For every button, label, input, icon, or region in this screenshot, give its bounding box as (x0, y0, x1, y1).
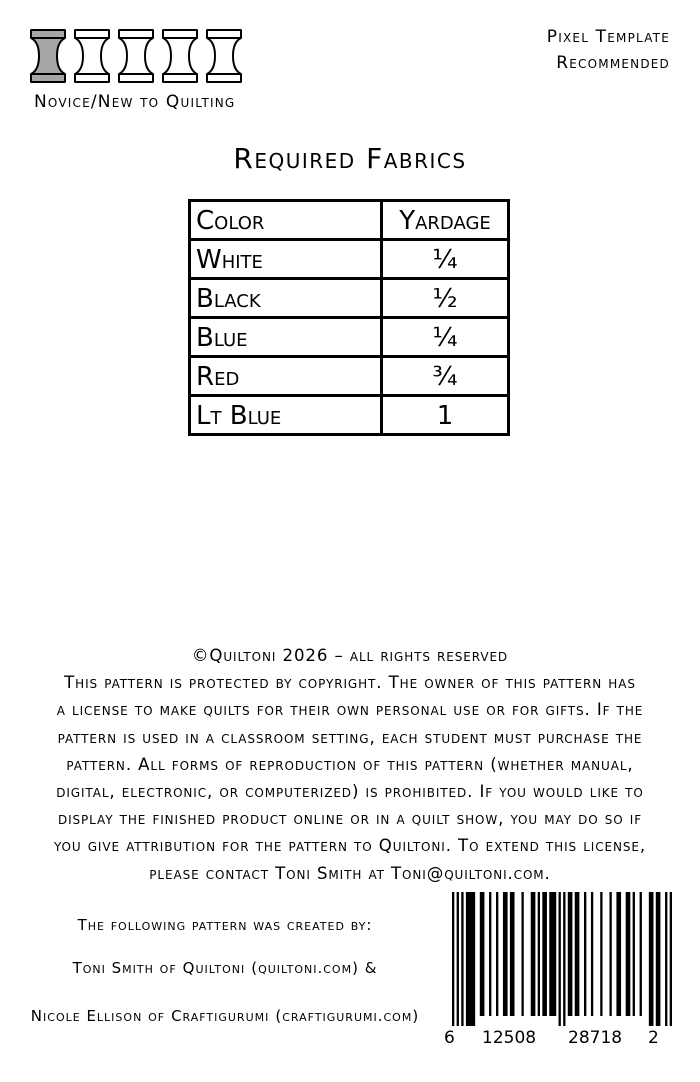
credit-nicole (20, 1000, 430, 1032)
table-row (190, 279, 509, 318)
barcode-bar (609, 892, 611, 1016)
barcode-bar (531, 892, 536, 1016)
fabric-color: Red (190, 357, 382, 396)
barcode-bar (496, 892, 498, 1016)
table-row (190, 240, 509, 279)
yardage-header: Yardage (382, 201, 509, 240)
difficulty-label: Novice/New to Quilting (34, 92, 236, 112)
barcode-bar (480, 892, 485, 1016)
barcode-bar (510, 892, 515, 1016)
barcode-bar (559, 892, 561, 1026)
spool-empty-icon (116, 28, 156, 84)
barcode-bar (584, 892, 586, 1016)
barcode-bar (633, 892, 635, 1016)
spool-filled-icon (28, 28, 68, 84)
credit-toni (20, 952, 430, 984)
credit-toni-site: (quiltoni.com) & (251, 959, 378, 977)
barcode-bar (591, 892, 593, 1016)
barcode-bar (521, 892, 523, 1016)
credits-heading: The following pattern was created by: (77, 916, 373, 934)
credit-nicole-name: Nicole Ellison of (30, 1007, 166, 1025)
credit-nicole-site: (craftigurumi.com) (275, 1007, 420, 1025)
barcode-bar (656, 892, 661, 1026)
spool-empty-icon (72, 28, 112, 84)
barcode-bar (626, 892, 631, 1016)
template-note-line1: Pixel Template (546, 27, 670, 47)
craftigurumi-logo: Craftigurumi (171, 1007, 270, 1025)
copyright-line: This pattern is protected by copyright. The owner of this pattern has (64, 673, 636, 693)
barcode-bar (549, 892, 556, 1016)
barcode-bar (640, 892, 642, 1016)
barcode-bar (461, 892, 463, 1026)
barcode-number-system: 6 (444, 1028, 455, 1048)
copyright-line: digital, electronic, or computerized) is prohibited. If you would like to (56, 782, 644, 802)
fabric-table-header (190, 201, 509, 240)
fabrics-title: Required Fabrics (233, 142, 467, 175)
barcode-bar (542, 892, 547, 1016)
barcode-right-digits: 28718 (568, 1028, 623, 1048)
difficulty-rating (28, 28, 244, 112)
fabric-yardage: ¾ (382, 357, 509, 396)
credit-toni-name: Toni Smith of (72, 959, 177, 977)
table-row (190, 396, 509, 435)
barcode-bar (568, 892, 573, 1016)
upc-barcode (444, 892, 672, 1052)
spool-rating (28, 28, 244, 84)
barcode-bar (649, 892, 654, 1026)
copyright-line: pattern is used in a classroom setting, each student must purchase the (57, 727, 643, 747)
fabric-yardage: ½ (382, 279, 509, 318)
fabric-color: White (190, 240, 382, 279)
copyright-notice (10, 642, 690, 887)
barcode-bar (457, 892, 459, 1026)
barcode-bar (538, 892, 540, 1016)
barcode-bar (575, 892, 580, 1016)
barcode-bar (670, 892, 672, 1026)
table-row (190, 318, 509, 357)
spool-empty-icon (204, 28, 244, 84)
spool-empty-icon (160, 28, 200, 84)
quiltoni-logo: Quiltoni (182, 959, 246, 977)
copyright-line: display the finished product online or in a quilt show, you may do so if (57, 809, 643, 829)
barcode-bar (616, 892, 621, 1016)
table-row (190, 357, 509, 396)
barcode-bar (452, 892, 454, 1026)
copyright-line: please contact Toni Smith at Toni@quiltoni.com. (149, 863, 551, 883)
fabric-color: Lt Blue (190, 396, 382, 435)
barcode-bar (563, 892, 565, 1026)
barcode-bar (665, 892, 667, 1026)
fabric-yardage: 1 (382, 396, 509, 435)
copyright-heading: ©Quiltoni 2026 – all rights reserved (191, 646, 509, 665)
copyright-line: you give attribution for the pattern to Quiltoni. To extend this license, (53, 836, 647, 856)
barcode-bars (452, 892, 672, 1026)
fabric-color: Blue (190, 318, 382, 357)
barcode-check-digit: 2 (648, 1028, 659, 1048)
fabric-table (188, 199, 510, 436)
template-note-line2: Recommended (556, 53, 670, 73)
copyright-line: a license to make quilts for their own personal use or for gifts. If the (56, 700, 644, 720)
fabric-yardage: ¼ (382, 318, 509, 357)
barcode-bar (466, 892, 475, 1026)
barcode-bar (600, 892, 602, 1016)
barcode-left-digits: 12508 (482, 1028, 537, 1048)
barcode-bar (503, 892, 508, 1016)
fabric-yardage: ¼ (382, 240, 509, 279)
fabric-color: Black (190, 279, 382, 318)
credits (20, 912, 430, 1032)
template-note (547, 24, 670, 76)
copyright-line: pattern. All forms of reproduction of this pattern (whether manual, (66, 754, 634, 774)
color-header: Color (190, 201, 382, 240)
barcode-bar (489, 892, 491, 1016)
